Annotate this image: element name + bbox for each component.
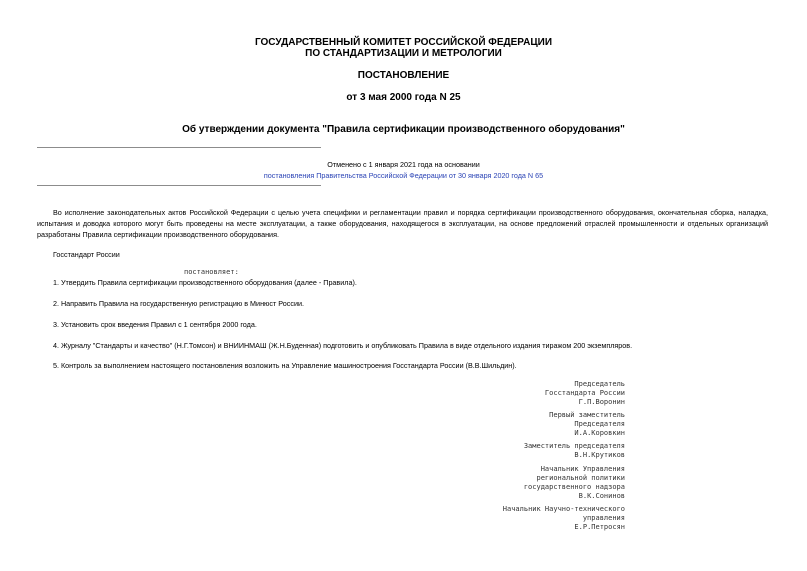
signature-block-regional-policy — [524, 465, 625, 501]
signature-line: Г.П.Воронин — [578, 398, 625, 406]
decree-item-2: 2. Направить Правила на государственную регистрацию в Минюст России. — [53, 299, 304, 308]
intro-paragraph: Во исполнение законодательных актов Российской Федерации с целью учета специфики и регламентации правил и порядка сертификации производственного оборудования, окончательная сборка, наладка, испытания и доводка которого могут быть проведены на месте эксплуатации, а также оборудования, находящегося в эксплуатации, на основе предложений отраслей промышленности и отдельных организаций разработаны Правила сертификации производственного оборудования. — [37, 208, 768, 239]
signature-line: Председатель — [574, 380, 625, 388]
signature-line: государственного надзора — [523, 483, 625, 491]
decree-item-5: 5. Контроль за выполнением настоящего постановления возложить на Управление машиностроения Госстандарта России (В.В.Шильдин). — [53, 361, 517, 370]
top-divider — [37, 147, 321, 148]
signature-block-chairman — [545, 380, 625, 407]
signature-line: Е.Р.Петросян — [574, 523, 625, 531]
signature-block-scientific — [503, 505, 625, 532]
signature-block-deputy — [524, 442, 625, 460]
signature-line: Первый заместитель — [549, 411, 625, 419]
signature-line: Начальник Научно-технического — [502, 505, 625, 513]
decrees-word: постановляет: — [184, 268, 239, 276]
signature-line: В.К.Сонинов — [578, 492, 625, 500]
signature-line: управления — [582, 514, 625, 522]
signature-block-first-deputy — [549, 411, 625, 438]
committee-name-line-1: ГОСУДАРСТВЕННЫЙ КОМИТЕТ РОССИЙСКОЙ ФЕДЕРАЦИИ — [254, 37, 553, 48]
signature-line: Начальник Управления — [540, 465, 625, 473]
repeal-notice: Отменено с 1 января 2021 года на основании — [327, 160, 480, 169]
repeal-notice-link[interactable]: постановления Правительства Российской Федерации от 30 января 2020 года N 65 — [263, 171, 544, 180]
document-subject: Об утверждении документа "Правила сертификации производственного оборудования" — [182, 124, 625, 135]
signature-line: региональной политики — [536, 474, 625, 482]
document-type: ПОСТАНОВЛЕНИЕ — [357, 70, 450, 81]
decree-item-4: 4. Журналу "Стандарты и качество" (Н.Г.Томсон) и ВНИИНМАШ (Ж.Н.Буденная) подготовить и опубликовать Правила в виде отдельного издания тиражом 200 экземпляров. — [53, 341, 633, 350]
committee-name-line-2: ПО СТАНДАРТИЗАЦИИ И МЕТРОЛОГИИ — [305, 48, 502, 59]
bottom-divider — [37, 185, 321, 186]
decree-item-1: 1. Утвердить Правила сертификации производственного оборудования (далее - Правила). — [53, 278, 357, 287]
document-date-number: от 3 мая 2000 года N 25 — [346, 92, 461, 103]
signature-line: Заместитель председателя — [523, 442, 625, 450]
signature-line: В.Н.Крутиков — [574, 451, 625, 459]
signature-line: Госстандарта России — [544, 389, 625, 397]
decree-item-3: 3. Установить срок введения Правил с 1 сентября 2000 года. — [53, 320, 257, 329]
agency-name: Госстандарт России — [53, 250, 120, 259]
signature-line: Председателя — [574, 420, 625, 428]
signature-line: И.А.Коровкин — [574, 429, 625, 437]
